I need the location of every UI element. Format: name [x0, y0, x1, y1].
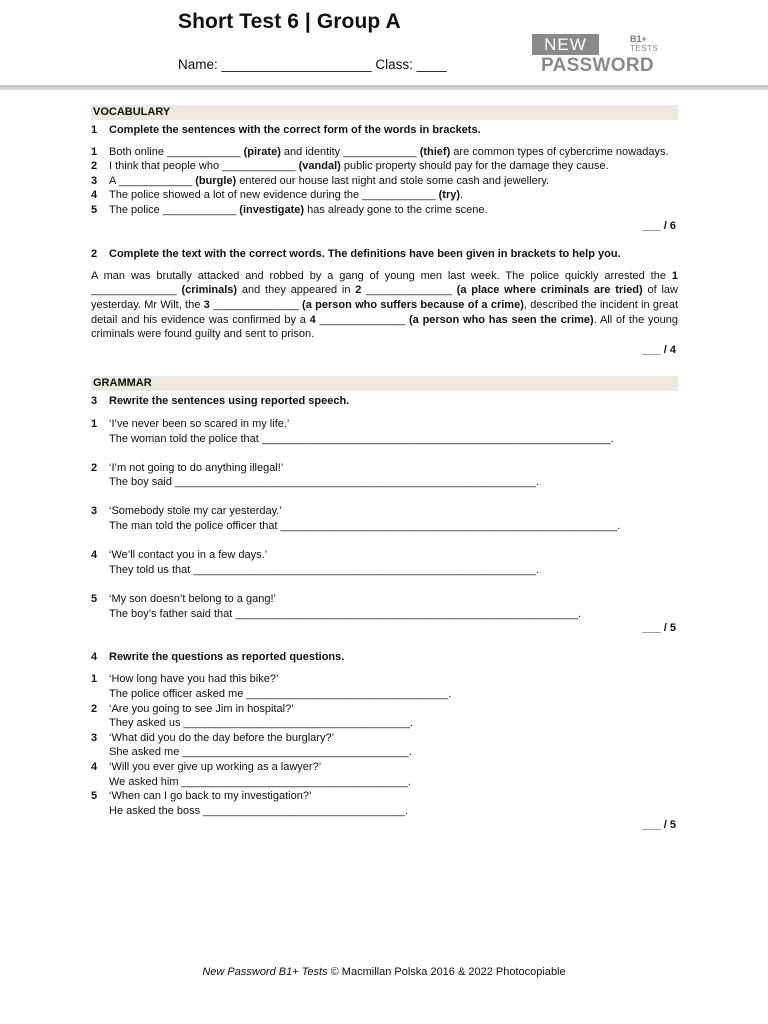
exercise-1-score: ___ / 6: [642, 219, 676, 232]
new-password-logo: [532, 34, 664, 78]
exercise-4-item: 5 ‘When can I go back to my investigation?’ He asked the boss _________________________________.: [91, 790, 409, 817]
exercise-2-instruction: 2 Complete the text with the correct words. The definitions have been given in brackets to help you.: [91, 248, 621, 261]
exercise-3-item: 2 ‘I’m not going to do anything illegal!’ The boy said ___________________________________________________________.: [91, 461, 540, 489]
page-footer: New Password B1+ Tests © Macmillan Polska 2016 & 2022 Photocopiable: [202, 966, 566, 978]
grammar-heading: GRAMMAR: [91, 376, 678, 391]
exercise-3-item: 5 ‘My son doesn’t belong to a gang!’ The boy’s father said that ________________________________________________________.: [91, 593, 582, 620]
name-class-line: Name: ____________________ Class: ____: [178, 57, 447, 72]
exercise-4-item: 2 ‘Are you going to see Jim in hospital?’ They asked us _____________________________________.: [91, 702, 414, 730]
exercise-3-items: [91, 417, 678, 621]
exercise-1-instruction: 1 Complete the sentences with the correct form of the words in brackets.: [91, 124, 481, 136]
logo-new: NEW: [532, 34, 599, 55]
logo-level: B1+: [630, 34, 647, 44]
exercise-3-item: 4 ‘We’ll contact you in a few days.’ They told us that ________________________________________________________.: [91, 549, 540, 576]
exercise-1-item: 2 I think that people who ____________ (vandal) public property should pay for the damage they cause.: [91, 160, 609, 173]
exercise-4-items: [91, 672, 678, 818]
exercise-1-item: 3 A ____________ (burgle) entered our house last night and stole some cash and jewellery.: [91, 174, 550, 187]
exercise-1-item: 5 The police ____________ (investigate) has already gone to the crime scene.: [91, 203, 488, 216]
exercise-4-score: ___ / 5: [642, 819, 676, 832]
header-divider: [0, 85, 768, 90]
exercise-1-item: 4 The police showed a lot of new evidence during the ____________ (try).: [91, 189, 464, 202]
exercise-4-item: 1 ‘How long have you had this bike?’ The police officer asked me _________________________________.: [91, 673, 452, 700]
exercise-4-item: 4 ‘Will you ever give up working as a lawyer?’ We asked him _____________________________________.: [91, 760, 411, 788]
exercise-1-items: [91, 145, 678, 218]
exercise-3-instruction: 3 Rewrite the sentences using reported speech.: [91, 395, 350, 408]
logo-password: PASSWORD: [541, 55, 654, 76]
page-title: Short Test 6 | Group A: [178, 10, 401, 33]
exercise-3-item: 3 ‘Somebody stole my car yesterday.’ The man told the police officer that _______________________________________________________.: [91, 505, 621, 533]
test-content: [91, 105, 678, 833]
exercise-3-score: ___ / 5: [642, 622, 676, 635]
exercise-2-score: ___ / 4: [642, 343, 676, 356]
exercise-4-item: 3 ‘What did you do the day before the burglary?’ She asked me _____________________________________.: [91, 731, 412, 759]
exercise-1-item: 1 Both online ____________ (pirate) and identity ____________ (thief) are common types of cybercrime nowadays.: [91, 145, 669, 158]
exercise-3-item: 1 ‘I’ve never been so scared in my life.’ The woman told the police that _________________________________________________________.: [91, 417, 614, 445]
exercise-4-instruction: 4 Rewrite the questions as reported questions.: [91, 650, 345, 663]
vocabulary-heading: VOCABULARY: [91, 105, 678, 120]
logo-tests: TESTS: [630, 44, 659, 53]
exercise-2-text: A man was brutally attacked and robbed by a gang of young men last week. The police quickly arrested the 1 ______________ (criminals) and they appeared in 2 ______________ (a place where criminals are tried) of law yesterday. Mr Wilt, the 3 ______________ (a person who suffers because of a crime), described the incident in great detail and his evidence was confirmed by a 4 ______________ (a person who has seen the crime). All of the young criminals were found guilty and sent to prison.: [91, 269, 678, 341]
